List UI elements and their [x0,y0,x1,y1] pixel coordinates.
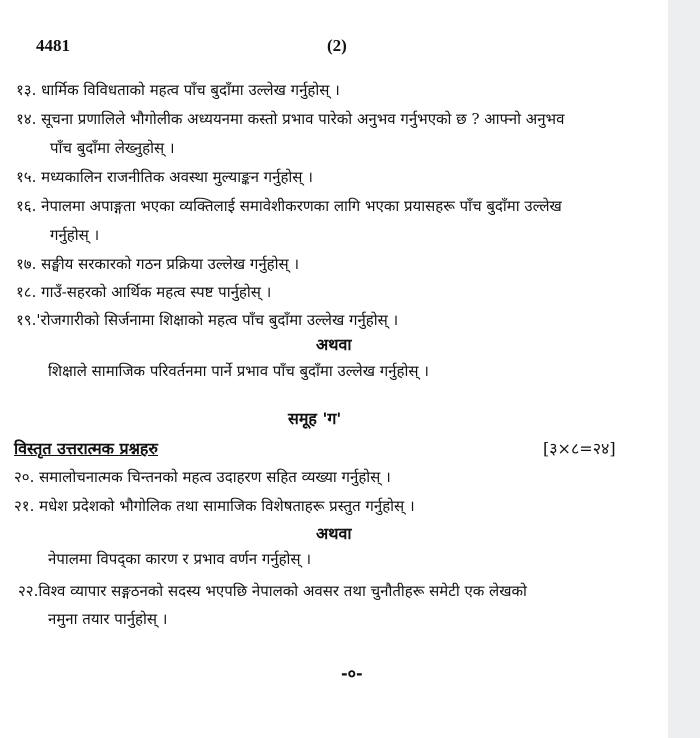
question-13 [16,80,340,100]
question-text: गाउँ-सहरको आर्थिक महत्व स्पष्ट पार्नुहोस् । [41,283,272,301]
question-text: समालोचनात्मक चिन्तनको महत्व उदाहरण सहित व्यख्या गर्नुहोस् । [39,468,391,486]
question-number: १७. [16,255,37,273]
question-text: मध्यकालिन राजनीतिक अवस्था मुल्याङ्कन गर्नुहोस् । [41,168,313,186]
end-of-paper-mark: -०- [341,664,363,683]
section-heading: विस्तृत उत्तरात्मक प्रश्नहरु [14,439,158,458]
question-number: २०. [14,468,35,486]
page-number: (2) [327,36,347,55]
question-text: नेपालमा अपाङ्गता भएका व्यक्तिलाई समावेशीकरणका लागि भएका प्रयासहरू पाँच बुदाँमा उल्लेख [41,197,562,215]
or-label-2: अथवा [316,524,352,543]
question-text: सूचना प्रणालिले भौगोलीक अध्ययनमा कस्तो प्रभाव पारेको अनुभव गर्नुभएको छ ? आफ्नो अनुभव [41,110,565,128]
question-number: १५. [16,168,37,186]
question-22-continued: नमुना तयार पार्नुहोस् । [48,610,168,628]
question-number: २१. [14,497,35,515]
question-number: २२. [18,582,39,600]
question-text: सङ्घीय सरकारको गठन प्रक्रिया उल्लेख गर्नुहोस् । [41,255,300,273]
question-number: १९. [16,311,37,329]
question-15 [16,167,313,187]
question-16 [16,196,562,216]
question-text: धार्मिक विविधताको महत्व पाँच बुदाँमा उल्लेख गर्नुहोस् । [41,81,340,99]
question-17 [16,254,299,274]
question-text: 'रोजगारीको सिर्जनामा शिक्षाको महत्व पाँच बुदाँमा उल्लेख गर्नुहोस् । [36,311,399,329]
question-number: १४. [16,110,37,128]
question-21 [14,496,415,516]
question-14 [16,109,564,129]
question-19 [16,310,398,330]
question-14-continued: पाँच बुदाँमा लेख्नुहोस् । [50,139,175,157]
side-margin [668,0,700,738]
question-number: १३. [16,81,37,99]
question-22 [18,581,527,601]
question-text: मधेश प्रदेशको भौगोलिक तथा सामाजिक विशेषताहरू प्रस्तुत गर्नुहोस् । [39,497,415,515]
question-21-alternative: नेपालमा विपद्का कारण र प्रभाव वर्णन गर्नुहोस् । [48,550,312,568]
or-label: अथवा [316,335,352,354]
question-18 [16,282,271,302]
section-marks: [३×८=२४] [543,439,616,458]
question-20 [14,467,391,487]
group-title: समूह 'ग' [288,409,342,428]
question-number: १८. [16,283,37,301]
question-text: विश्व व्यापार सङ्गठनको सदस्य भएपछि नेपालको अवसर तथा चुनौतीहरू समेटी एक लेखको [38,582,527,600]
question-number: १६. [16,197,37,215]
question-19-alternative: शिक्षाले सामाजिक परिवर्तनमा पार्ने प्रभाव पाँच बुदाँमा उल्लेख गर्नुहोस् । [48,362,429,380]
paper-code: 4481 [36,36,70,55]
question-16-continued: गर्नुहोस् । [50,226,100,244]
